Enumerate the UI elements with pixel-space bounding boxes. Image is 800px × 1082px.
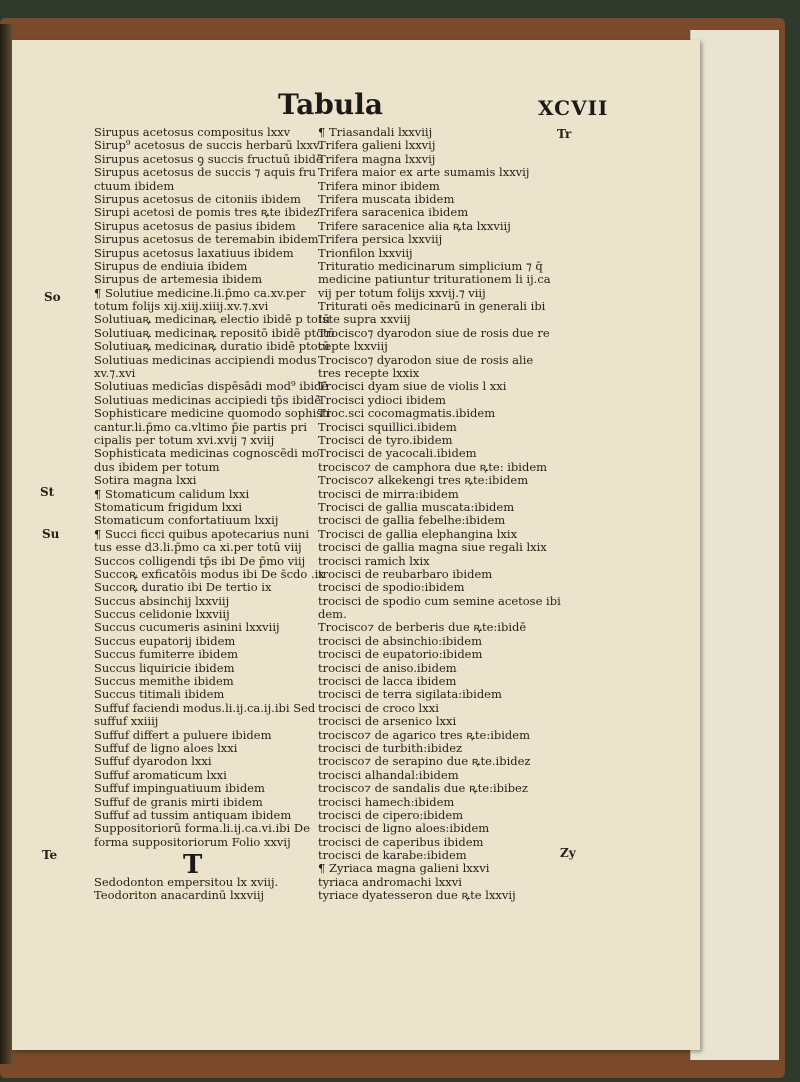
- index-entry: Succoꝶ exficatōis modus ibi De s̄cdo .ix: [94, 566, 325, 581]
- index-entry: Sirupus acetosus de teremabin ibidem: [94, 232, 319, 247]
- index-entry: Trocisci squillici.ibidem: [318, 419, 457, 434]
- index-entry: dem.: [318, 607, 347, 622]
- index-entry: Sophisticare medicine quomodo sophisti: [94, 406, 331, 421]
- index-entry: totum folijs xij.xiij.xiiij.xv.⁊.xvi: [94, 299, 269, 314]
- index-entry: trocisci de spodio cum semine acetose ibi: [318, 593, 561, 608]
- index-entry: Succus fumiterre ibidem: [94, 647, 239, 662]
- index-entry: Succus absinchij lxxviij: [94, 593, 230, 608]
- margin-letter-st: St: [40, 485, 55, 499]
- index-entry: dus ibidem per totum: [94, 459, 220, 474]
- index-entry: suffuf xxiiij: [94, 714, 159, 729]
- index-entry: [94, 862, 306, 875]
- index-entry: trocisco⁊ de serapino due ꝶte.ibidez: [318, 754, 531, 769]
- index-entry: trocisco⁊ de sandalis due ꝶte:ibibez: [318, 781, 528, 796]
- index-entry: Solutiuaꝶ medicinaꝶ electio ibidē p totū: [94, 312, 330, 327]
- index-entry: Trifera persica lxxviij: [318, 232, 443, 247]
- index-entry: Sirupi acetosi de pomis tres ꝶte ibidez: [94, 205, 320, 220]
- index-entry: Succos colligendi tp̄s ibi De p̄mo viij: [94, 553, 306, 568]
- index-entry: Solutiuaꝶ medicinaꝶ repositō ibidē ptotū: [94, 325, 336, 340]
- index-entry: Succus celidonie lxxviij: [94, 607, 230, 622]
- index-entry: Trifera galieni lxxvij: [318, 138, 436, 153]
- index-entry: ¶ Stomaticum calidum lxxi: [94, 486, 250, 501]
- index-entry: trocisci de lacca ibidem: [318, 674, 457, 689]
- index-entry: trocisci hamech:ibidem: [318, 794, 455, 809]
- index-entry: Trocisco⁊ dyarodon siue de rosis alie: [318, 352, 534, 367]
- index-entry: Suffuf impinguatiuum ibidem: [94, 781, 265, 796]
- index-entry: Stomaticum frigidum lxxi: [94, 499, 243, 514]
- index-entry: Suffuf de granis mirti ibidem: [94, 794, 263, 809]
- index-entry: Succus titimali ibidem: [94, 687, 225, 702]
- margin-letter-te: Te: [42, 848, 58, 862]
- index-entry: Succus eupatorij ibidem: [94, 633, 236, 648]
- index-entry: Suffuf dyarodon lxxi: [94, 754, 212, 769]
- index-entry: Trocisco⁊ dyarodon siue de rosis due re: [318, 325, 550, 340]
- index-entry: trocisci de croco lxxi: [318, 700, 439, 715]
- index-entry: trocisco⁊ de agarico tres ꝶte:ibidem: [318, 727, 530, 742]
- index-entry: Iste supra xxviij: [318, 312, 411, 327]
- index-entry: ¶ Succi ficci quibus apotecarius nuni: [94, 526, 310, 541]
- index-entry: Sirupus acetosus laxatiuus ibidem: [94, 245, 294, 260]
- index-entry: Trocisco⁊ de berberis due ꝶte:ibidē: [318, 620, 527, 635]
- index-entry: trocisci de spodio:ibidem: [318, 580, 465, 595]
- index-entry: Trifera minor ibidem: [318, 178, 440, 193]
- index-entry: ctuum ibidem: [94, 178, 175, 193]
- index-entry: Sedodonton empersitou lx xviij.: [94, 874, 279, 889]
- page-title: Tabula: [278, 88, 384, 121]
- index-entry: Trifera muscata ibidem: [318, 191, 455, 206]
- index-entry: trocisci alhandal:ibidem: [318, 767, 459, 782]
- index-entry: Suffuf aromaticum lxxi: [94, 767, 227, 782]
- index-entry: tyriaca andromachi lxxvi: [318, 874, 462, 889]
- index-entry: Sotira magna lxxi: [94, 473, 197, 488]
- index-entry: ¶ Zyriaca magna galieni lxxvi: [318, 861, 490, 876]
- index-entry: Suffuf differt a puluere ibidem: [94, 727, 272, 742]
- index-entry: Solutiuaꝶ medicinaꝶ duratio ibidē ptotū: [94, 339, 330, 354]
- section-initial: T: [183, 850, 203, 880]
- margin-letter-tr: Tr: [557, 127, 572, 141]
- index-entry: trocisci de mirra:ibidem: [318, 486, 459, 501]
- index-entry: Trifera saracenica ibidem: [318, 205, 469, 220]
- index-entry: Suffuf faciendi modus.li.ij.ca.ij.ibi Sed: [94, 700, 316, 715]
- index-entry: xv.⁊.xvi: [94, 366, 136, 381]
- index-entry: trocisci de absinchio:ibidem: [318, 633, 482, 648]
- index-entry: Sirupus acetosus compositus lxxv: [94, 125, 291, 139]
- index-entry: Sirupus de endiuia ibidem: [94, 258, 248, 273]
- index-entry: Trocisci dyam siue de violis l xxi: [318, 379, 507, 394]
- index-entry: Teodoriton anacardinū lxxviij: [94, 888, 265, 903]
- index-entry: trocisci de gallia febelhe:ibidem: [318, 513, 506, 528]
- index-entry: Succus cucumeris asinini lxxviij: [94, 620, 280, 635]
- index-entry: Succoꝶ duratio ibi De tertio ix: [94, 580, 272, 595]
- index-entry: Sirupus acetosus de citoniis ibidem: [94, 191, 301, 206]
- margin-letter-su: Su: [42, 527, 60, 541]
- index-entry: cantur.li.p̄mo ca.vltimo p̄ie partis pri: [94, 419, 307, 434]
- index-entry: Trionfilon lxxviij: [318, 245, 413, 260]
- index-entry: cepte lxxviij: [318, 339, 388, 354]
- index-entry: trocisco⁊ de camphora due ꝶte: ibidem: [318, 459, 548, 474]
- index-entry: trocisci de aniso.ibidem: [318, 660, 457, 675]
- index-entry: Trifere saracenice alia ꝶta lxxviij: [318, 218, 511, 233]
- index-entry: tres recepte lxxix: [318, 366, 420, 381]
- left-column: [94, 125, 336, 903]
- index-entry: Suppositoriorū forma.li.ij.ca.vi.ibi De: [94, 821, 310, 836]
- index-entry: Succus memithe ibidem: [94, 674, 234, 689]
- index-entry: Trifera magna lxxvij: [318, 151, 436, 166]
- index-entry: trocisci de caperibus ibidem: [318, 834, 484, 849]
- index-entry: Troc.sci cocomagmatis.ibidem: [318, 406, 496, 421]
- index-entry: ¶ Triasandali lxxviij: [318, 125, 433, 139]
- index-entry: trocisci de terra sigilata:ibidem: [318, 687, 502, 702]
- index-entry: Trocisci de yacocali.ibidem: [318, 446, 477, 461]
- index-entry: trocisci de karabe:ibidem: [318, 848, 467, 863]
- index-entry: tus esse d3.li.p̄mo ca xi.per totū viij: [94, 540, 302, 555]
- margin-letter-so: So: [44, 290, 61, 304]
- index-entry: trocisci de arsenico lxxi: [318, 714, 457, 729]
- index-entry: Trocisci de gallia muscata:ibidem: [318, 499, 515, 514]
- index-entry: medicine patiuntur triturationem li ij.ca: [318, 272, 551, 287]
- right-column: [318, 125, 561, 903]
- index-entry: Triturati oēs medicinarū in generali ibi: [318, 299, 546, 314]
- underlying-leaf: [690, 30, 779, 1060]
- index-entry: tyriace dyatesseron due ꝶte lxxvij: [318, 888, 516, 903]
- index-entry: Sirup⁹ acetosus de succis herbarū lxxv.: [94, 138, 322, 153]
- index-entry: trocisci de reubarbaro ibidem: [318, 566, 493, 581]
- index-entry: cipalis per totum xvi.xvij ⁊ xviij: [94, 432, 275, 447]
- index-entry: Sirupus de artemesia ibidem: [94, 272, 262, 287]
- index-entry: Sirupus acetosus de succis ⁊ aquis fru: [94, 165, 316, 180]
- folio-number: XCVII: [538, 96, 609, 120]
- index-entry: Sophisticata medicinas cognoscēdi mo: [94, 446, 320, 461]
- index-entry: Suffuf de ligno aloes lxxi: [94, 740, 238, 755]
- index-entry: trocisci de cipero:ibidem: [318, 807, 464, 822]
- index-entry: Trituratio medicinarum simplicium ⁊ q̄: [318, 258, 543, 273]
- index-entry: Trifera maior ex arte sumamis lxxvij: [318, 165, 530, 180]
- index-entry: Solutiuas medicinas accipiendi modus: [94, 352, 317, 367]
- index-entry: Solutiuas medicinas accipiedi tp̄s ibidē: [94, 392, 322, 407]
- index-entry: trocisci de eupatorio:ibidem: [318, 647, 483, 662]
- index-entry: vij per totum folijs xxvij.⁊ viij: [318, 285, 486, 300]
- index-entry: trocisci de turbith:ibidez: [318, 740, 463, 755]
- index-entry: Sirupus acetosus ꝯ succis fructuū ibidē: [94, 151, 323, 166]
- index-entry: Trocisci de tyro.ibidem: [318, 432, 453, 447]
- index-entry: Stomaticum confortatiuum lxxij: [94, 513, 279, 528]
- index-entry: Trocisci de gallia elephangina lxix: [318, 526, 518, 541]
- index-entry: Succus liquiricie ibidem: [94, 660, 235, 675]
- index-entry: Trocisco⁊ alkekengi tres ꝶte:ibidem: [318, 473, 529, 488]
- index-entry: trocisci de gallia magna siue regali lxix: [318, 540, 547, 555]
- index-entry: Solutiuas medicīas dispēsādi mod⁹ ibidē: [94, 379, 329, 394]
- margin-letter-zy: Zy: [560, 846, 576, 860]
- index-entry: Sirupus acetosus de pasius ibidem: [94, 218, 296, 233]
- index-entry: Suffuf ad tussim antiquam ibidem: [94, 807, 292, 822]
- index-entry: forma suppositoriorum Folio xxvij: [94, 834, 291, 849]
- index-entry: trocisci ramich lxix: [318, 553, 430, 568]
- index-entry: [94, 849, 306, 862]
- index-entry: Trocisci ydioci ibidem: [318, 392, 446, 407]
- index-entry: trocisci de ligno aloes:ibidem: [318, 821, 490, 836]
- index-entry: ¶ Solutiue medicine.li.p̄mo ca.xv.per: [94, 285, 306, 300]
